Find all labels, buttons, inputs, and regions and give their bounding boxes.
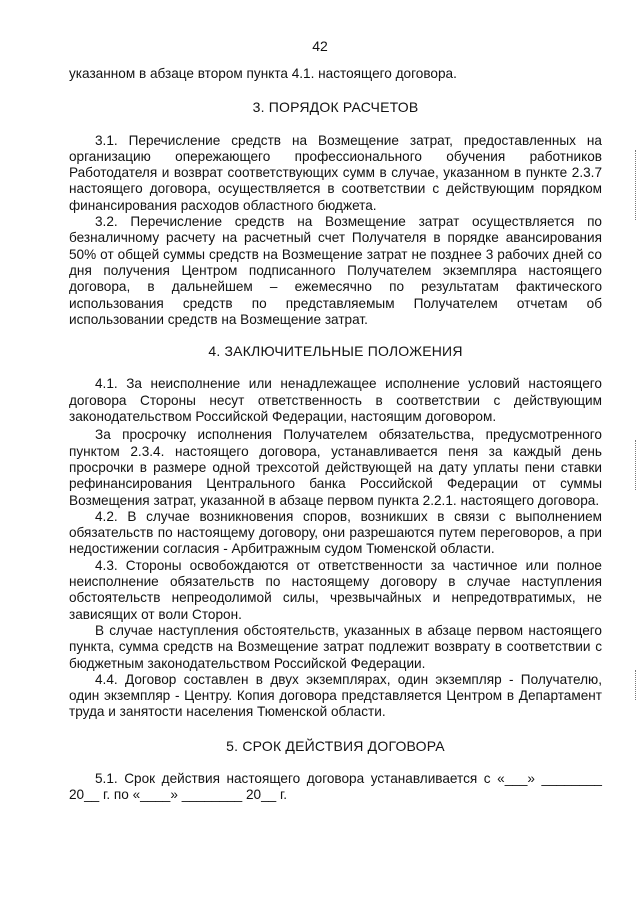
scan-margin-mark — [629, 670, 636, 700]
section-3-heading: 3. ПОРЯДОК РАСЧЕТОВ — [252, 99, 419, 116]
paragraph-4-2: 4.2. В случае возникновения споров, возникших в связи с выполнением обязательств по настоящему договору, они разрешаются путем переговоров, а при недостижении согласия - Арбитражным судом Тюменской области. — [69, 508, 602, 557]
scan-margin-mark — [629, 440, 636, 490]
paragraph-5-1: 5.1. Срок действия настоящего договора устанавливается с «___» ________ 20__ г. по «____» ________ 20__ г. — [69, 770, 602, 803]
paragraph-4-1: 4.1. За неисполнение или ненадлежащее исполнение условий настоящего договора Стороны несут ответственность в соответствии с действующим законодательством Российской Федерации, настоящим договором. — [69, 376, 602, 425]
paragraph-4-3-return: В случае наступления обстоятельств, указанных в абзаце первом настоящего пункта, сумма средств на Возмещение затрат подлежит возврату в соответствии с бюджетным законодательством Российской Федерации. — [69, 622, 602, 671]
section-4-heading: 4. ЗАКЛЮЧИТЕЛЬНЫЕ ПОЛОЖЕНИЯ — [208, 343, 463, 360]
paragraph-4-3: 4.3. Стороны освобождаются от ответственности за частичное или полное неисполнение обязательств по настоящему договору в случае наступления обстоятельств непреодолимой силы, чрезвычайных и непредотвратимых, не зависящих от воли Сторон. — [69, 557, 602, 622]
paragraph-4-4: 4.4. Договор составлен в двух экземплярах, один экземпляр - Получателю, один экземпляр - Центру. Копия договора представляется Центром в Департамент труда и занятости населения Тюменской области. — [69, 671, 602, 720]
scan-margin-mark — [629, 150, 636, 220]
paragraph-4-1-penalty: За просрочку исполнения Получателем обязательства, предусмотренного пунктом 2.3.4. настоящего договора, устанавливается пеня за каждый день просрочки в размере одной трехсотой действующей на дату уплаты пени ставки рефинансирования Центрального банка Российской Федерации от суммы Возмещения затрат, указанной в абзаце первом пункта 2.2.1. настоящего договора. — [69, 427, 602, 508]
intro-line: указанном в абзаце втором пункта 4.1. настоящего договора. — [69, 66, 457, 81]
paragraph-3-1: 3.1. Перечисление средств на Возмещение затрат, предоставленных на организацию опережающего профессионального обучения работников Работодателя и возврат соответствующих сумм в случае, указанном в пункте 2.3.7 настоящего договора, осуществляется в соответствии с действующим порядком финансирования расходов областного бюджета. — [69, 132, 602, 213]
section-5-heading: 5. СРОК ДЕЙСТВИЯ ДОГОВОРА — [226, 737, 445, 754]
document-body — [69, 66, 602, 804]
paragraph-3-2: 3.2. Перечисление средств на Возмещение затрат осуществляется по безналичному расчету на расчетный счет Получателя в порядке авансирования 50% от общей суммы средств на Возмещение затрат не позднее 3 рабочих дней со дня получения Центром подписанного Получателем экземпляра настоящего договора, в дальнейшем – ежемесячно по результатам фактического использования средств по представляемым Получателем отчетам об использовании средств на Возмещение затрат. — [69, 214, 602, 327]
page-number: 42 — [312, 38, 328, 54]
